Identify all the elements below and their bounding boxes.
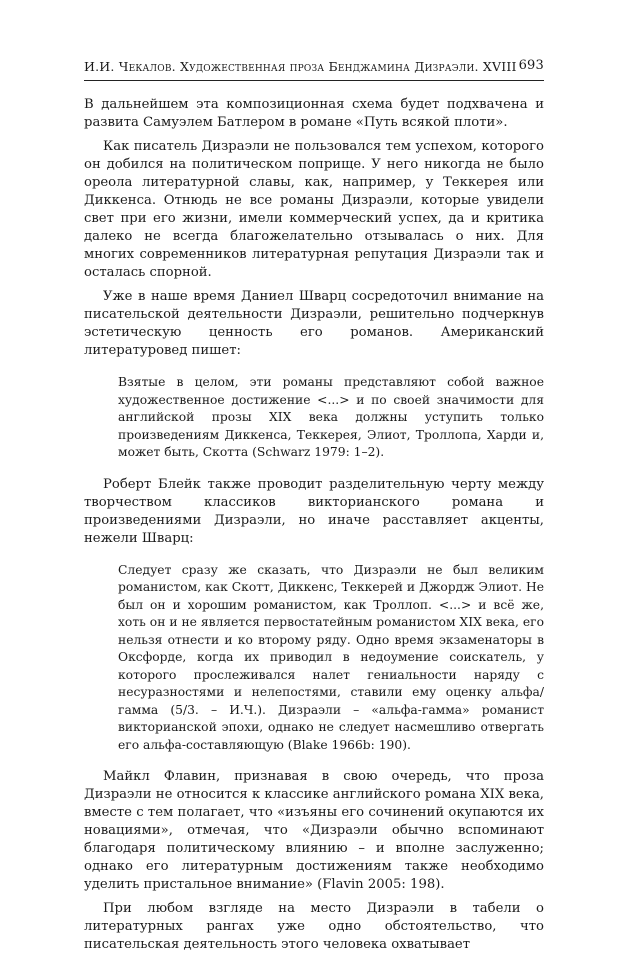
quote-schwarz: Взятые в целом, эти романы представляют собой важное художественное достижение <...> и по своей значимости для английской прозы XIX века должны уступить только произведениям Диккенса, Теккерея, Элиот, Троллопа, Харди и, может быть, Скотта (Schwarz 1979: 1–2).: [118, 375, 544, 459]
paragraph-5: Майкл Флавин, признавая в свою очередь, что проза Дизраэли не относится к классике английского романа XIX века, вместе с тем полагает, что «изъяны его сочинений окупаются их новациями», отмечая, что «Дизраэли обычно вспоминают благодаря политическому влиянию – и вполне заслуженно; однако его литературным достижениям также необходимо уделить пристальное внимание» (Flavin 2005: 198).: [84, 769, 544, 892]
paragraph-3: Уже в наше время Даниел Шварц сосредоточил внимание на писательской деятельности Дизраэли, решительно подчеркнув эстетическую ценность его романов. Американский литературовед пишет:: [84, 289, 544, 358]
running-head: [84, 56, 544, 78]
header-rule: [84, 80, 544, 81]
paragraph-2: Как писатель Дизраэли не пользовался тем успехом, которого он добился на политическом поприще. У него никогда не было ореола литературной славы, как, например, у Теккерея или Диккенса. Отнюдь не все романы Дизраэли, которые увидели свет при его жизни, имели коммерческий успех, да и критика далеко не всегда благожелательно отзывалась о них. Для многих современников литературная репутация Дизраэли так и осталась спорной.: [84, 139, 544, 280]
paragraph-4: Роберт Блейк также проводит разделительную черту между творчеством классиков викторианского романа и произведениями Дизраэли, но иначе расставляет акценты, нежели Шварц:: [84, 476, 544, 546]
paragraph-1: В дальнейшем эта композиционная схема будет подхвачена и развита Самуэлем Батлером в романе «Путь всякой плоти».: [84, 97, 544, 130]
page-number: 693: [518, 58, 544, 73]
running-head-title: И.И. Чекалов. Художественная проза Бенджамина Дизраэли. XVIII: [84, 59, 517, 74]
paragraph-6: При любом взгляде на место Дизраэли в табели о литературных рангах уже одно обстоятельство, что писательская деятельность этого человека охватывает: [84, 901, 544, 952]
main-text: [84, 96, 544, 954]
quote-blake: Следует сразу же сказать, что Дизраэли не был великим романистом, как Скотт, Диккенс, Теккерей и Джордж Элиот. Не был он и хорошим романистом, как Троллоп. <...> и всё же, хоть он и не является первостатейным романистом XIX века, его нельзя отнести и ко второму ряду. Одно время экзаменаторы в Оксфорде, когда их приводил в недоумение соискатель, у которого прослеживался налет гениальности наряду с несуразностями и нелепостями, ставили ему оценку альфа/гамма (5/3. – И.Ч.). Дизраэли – «альфа-гамма» романист викторианской эпохи, однако не следует насмешливо отвергать его альфа-составляющую (Blake 1966b: 190).: [118, 562, 544, 752]
